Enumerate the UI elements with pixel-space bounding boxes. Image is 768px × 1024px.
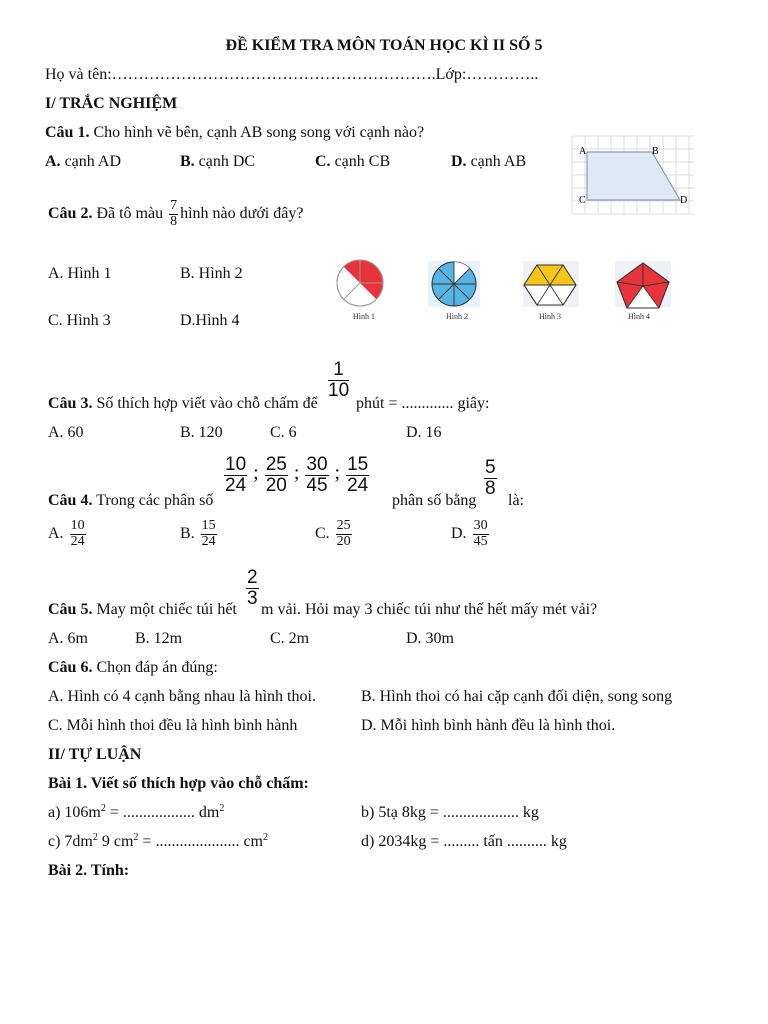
option-text: cạnh AB: [470, 153, 527, 170]
superscript: 2: [263, 832, 268, 843]
q1-option-d[interactable]: [451, 153, 526, 171]
section-essay: II/ TỰ LUẬN: [48, 746, 142, 763]
fraction-10-24: [224, 455, 247, 496]
option-key: D.: [451, 153, 467, 170]
numerator: 25: [336, 518, 351, 533]
denominator: 45: [473, 533, 488, 549]
option-key: B.: [180, 153, 195, 170]
question-text: May một chiếc túi hết: [96, 601, 237, 618]
superscript: 2: [133, 832, 139, 843]
q6-option-b[interactable]: B. Hình thoi có hai cặp cạnh đối diện, song song: [361, 688, 673, 705]
separator: ;: [293, 462, 300, 485]
question-label: Câu 2.: [48, 204, 93, 222]
q2-option-a[interactable]: A. Hình 1: [48, 265, 112, 282]
q4-option-a[interactable]: [48, 519, 88, 549]
question-5-text: [48, 601, 237, 619]
text: = ..................... cm: [138, 833, 263, 850]
denominator: 45: [306, 474, 328, 496]
q4-option-c[interactable]: [315, 519, 354, 549]
q4-option-d[interactable]: [451, 519, 491, 549]
question-text: Chọn đáp án đúng:: [96, 659, 218, 676]
option-text: cạnh DC: [198, 153, 256, 170]
question-label: Câu 3.: [48, 395, 93, 412]
numerator: 2: [247, 567, 258, 588]
figure-2-circle: [428, 261, 480, 307]
page-title: ĐỀ KIỂM TRA MÔN TOÁN HỌC KÌ II SỐ 5: [225, 37, 543, 54]
option-key: A.: [48, 524, 64, 542]
numerator: 25: [265, 454, 287, 475]
denominator: 24: [70, 533, 85, 549]
denominator: 24: [347, 474, 369, 496]
question-text: Số thích hợp viết vào chỗ chấm để: [96, 395, 318, 412]
figure-3-label: Hình 3: [539, 312, 561, 321]
exercise-1-title: Bài 1. Viết số thích hợp vào chỗ chấm:: [48, 775, 309, 792]
q3-option-d[interactable]: D. 16: [406, 424, 442, 441]
numerator: 10: [225, 454, 247, 475]
numerator: 5: [485, 457, 496, 478]
text: = .................. dm: [105, 804, 220, 821]
q4-option-b[interactable]: [180, 519, 219, 549]
section-multiple-choice: I/ TRẮC NGHIỆM: [45, 95, 178, 112]
q6-option-a[interactable]: A. Hình có 4 cạnh bằng nhau là hình thoi.: [48, 688, 316, 705]
denominator: 20: [265, 474, 287, 496]
question-text: Đã tô màu: [96, 204, 164, 222]
q5-option-c[interactable]: C. 2m: [270, 630, 310, 647]
figure-3-hexagon: [523, 261, 579, 307]
numerator: 1: [328, 360, 349, 381]
question-label: Câu 1.: [45, 124, 90, 141]
numerator: 7: [170, 198, 178, 213]
point-d-label: D: [680, 195, 688, 206]
separator: ;: [253, 462, 259, 485]
text: 9 cm: [97, 833, 134, 850]
numerator: 15: [201, 518, 216, 533]
q1-option-c[interactable]: [315, 153, 390, 171]
option-text: cạnh AD: [64, 153, 121, 170]
question-label: Câu 4.: [48, 492, 93, 509]
question-6: [48, 659, 218, 677]
q1-option-b[interactable]: [180, 153, 255, 171]
question-1: [45, 124, 424, 142]
question-4-mid: phân số bằng: [392, 492, 477, 509]
fraction-list: [222, 455, 371, 496]
q1-option-a[interactable]: [45, 153, 121, 171]
question-3-tail: phút = ............. giây:: [356, 395, 490, 412]
denominator: 10: [328, 379, 350, 401]
q3-option-a[interactable]: A. 60: [48, 424, 84, 441]
numerator: 10: [70, 518, 85, 533]
figure-1-label: Hình 1: [353, 312, 375, 321]
question-text: Cho hình vẽ bên, cạnh AB song song với cạnh nào?: [93, 124, 425, 141]
exercise-1c: [48, 833, 268, 851]
text: c) 7dm: [48, 833, 93, 850]
exercise-1d: d) 2034kg = ......... tấn .......... kg: [361, 833, 567, 850]
fraction-25-20: [265, 455, 288, 496]
question-label: Câu 6.: [48, 659, 93, 676]
denominator: 8: [485, 477, 496, 499]
denominator: 24: [201, 533, 216, 549]
point-c-label: C: [579, 195, 586, 206]
fraction-30-45: [305, 455, 328, 496]
question-5-tail: m vải. Hỏi may 3 chiếc túi như thế hết mấy mét vải?: [261, 601, 598, 618]
question-2: [48, 199, 303, 229]
denominator: 20: [336, 533, 351, 549]
option-text: cạnh CB: [334, 153, 391, 170]
exercise-1a: [48, 804, 224, 822]
text: a) 106m: [48, 804, 101, 821]
fraction-15-24: [346, 455, 369, 496]
numerator: 15: [347, 454, 369, 475]
option-key: A.: [45, 153, 61, 170]
q5-option-d[interactable]: D. 30m: [406, 630, 454, 647]
q6-option-d[interactable]: D. Mỗi hình bình hành đều là hình thoi.: [361, 717, 616, 734]
question-4-tail: là:: [508, 492, 524, 509]
fraction-5-8: [482, 458, 499, 499]
q6-option-c[interactable]: C. Mỗi hình thoi đều là hình bình hành: [48, 717, 298, 734]
q5-option-a[interactable]: A. 6m: [48, 630, 88, 647]
question-text: hình nào dưới đây?: [180, 204, 304, 222]
fraction-2-3: [244, 568, 261, 609]
superscript: 2: [219, 803, 225, 814]
q2-option-c[interactable]: C. Hình 3: [48, 312, 111, 329]
figure-4-pentagon: [615, 261, 671, 308]
point-b-label: B: [652, 146, 659, 157]
fraction-7-8: [169, 199, 178, 229]
option-key: B.: [180, 524, 195, 542]
q3-option-b[interactable]: B. 120: [180, 424, 223, 441]
trapezoid-figure: [570, 134, 696, 218]
q5-option-b[interactable]: B. 12m: [135, 630, 183, 647]
question-3-text: [48, 395, 318, 413]
figure-2-label: Hình 2: [446, 312, 468, 321]
figure-1-circle: [337, 260, 383, 306]
question-4-text: [48, 492, 213, 510]
denominator: 24: [225, 474, 247, 496]
fraction-1-10: [326, 360, 351, 401]
exercise-1b: b) 5tạ 8kg = ................... kg: [361, 804, 539, 821]
denominator: 3: [247, 587, 258, 609]
denominator: 8: [170, 213, 178, 229]
numerator: 30: [473, 518, 488, 533]
question-text: Trong các phân số: [96, 492, 214, 509]
option-key: C.: [315, 524, 330, 542]
question-label: Câu 5.: [48, 601, 93, 618]
exercise-2-title: Bài 2. Tính:: [48, 862, 130, 879]
option-key: D.: [451, 524, 467, 542]
point-a-label: A: [579, 146, 587, 157]
option-key: C.: [315, 153, 331, 170]
superscript: 2: [100, 803, 106, 814]
numerator: 30: [306, 454, 328, 475]
superscript: 2: [92, 832, 98, 843]
separator: ;: [334, 462, 341, 485]
name-class-line: Họ và tên:…………………………………………………….Lớp:…………..: [45, 66, 539, 83]
q3-option-c[interactable]: C. 6: [270, 424, 297, 441]
q2-option-d[interactable]: D.Hình 4: [180, 312, 240, 329]
figure-4-label: Hình 4: [628, 312, 650, 321]
q2-option-b[interactable]: B. Hình 2: [180, 265, 243, 282]
